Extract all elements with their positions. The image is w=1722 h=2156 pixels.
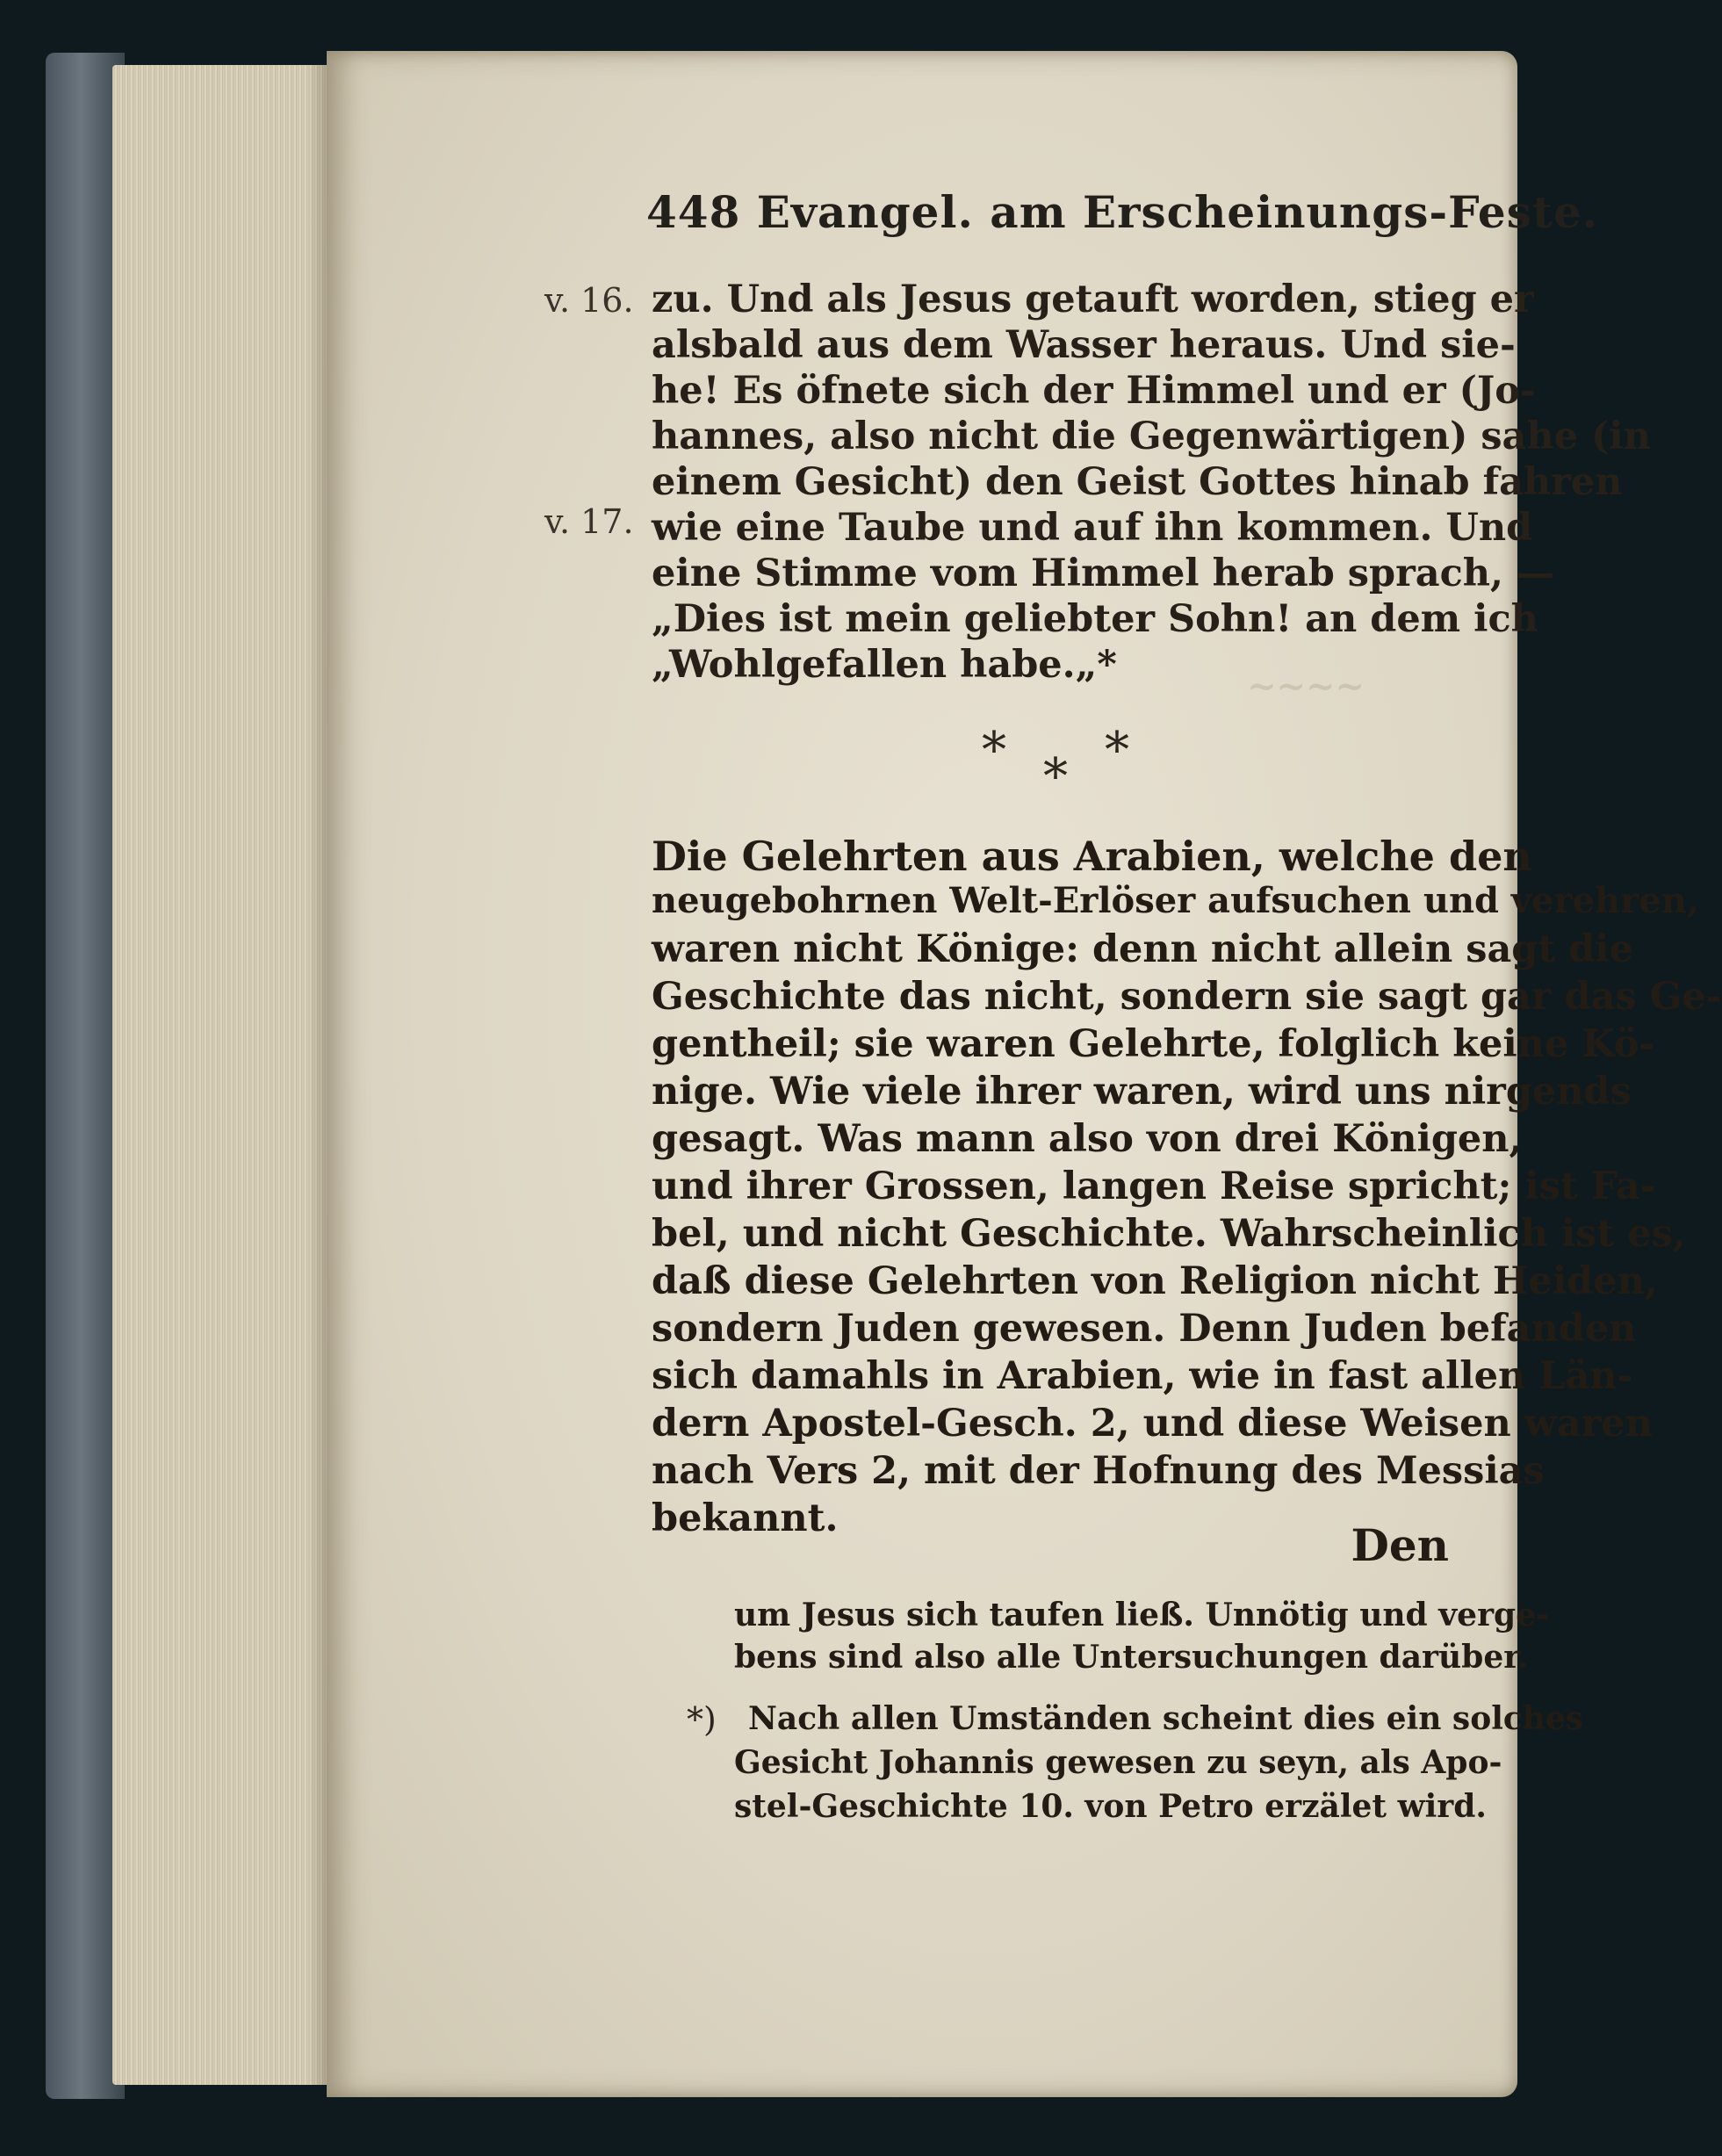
- asterisk-glyph: *: [1043, 748, 1068, 805]
- commentary-line: waren nicht Könige: denn nicht allein sagt die: [652, 927, 1633, 971]
- commentary-line: gentheil; sie waren Gelehrte, folglich keine Kö-: [652, 1022, 1655, 1066]
- commentary-line: bel, und nicht Geschichte. Wahrscheinlich ist es,: [652, 1212, 1686, 1256]
- footnote-marker: *): [687, 1700, 717, 1739]
- verse-marker-16: v. 16.: [544, 281, 634, 320]
- gospel-line: eine Stimme vom Himmel herab sprach, —: [652, 552, 1554, 595]
- gospel-line: einem Gesicht) den Geist Gottes hinab fahren: [652, 460, 1623, 504]
- commentary-line: bekannt.: [652, 1496, 839, 1540]
- gospel-line: zu. Und als Jesus getauft worden, stieg er: [652, 278, 1534, 321]
- commentary-line: und ihrer Grossen, langen Reise spricht; ist Fa-: [652, 1165, 1656, 1208]
- gospel-line: „Dies ist mein geliebter Sohn! an dem ich: [652, 597, 1538, 641]
- commentary-line: sondern Juden gewesen. Denn Juden befanden: [652, 1307, 1637, 1351]
- running-title: Evangel. am Erscheinungs-Feste.: [756, 186, 1599, 238]
- gospel-line: „Wohlgefallen habe.„*: [652, 643, 1117, 687]
- footnote-continued-line: um Jesus sich taufen ließ. Unnötig und verge-: [734, 1597, 1550, 1633]
- commentary-line: Geschichte das nicht, sondern sie sagt gar das Ge-: [652, 975, 1722, 1019]
- commentary-line: neugebohrnen Welt-Erlöser aufsuchen und verehren,: [652, 880, 1699, 921]
- asterisk-glyph: *: [1105, 722, 1129, 779]
- gospel-line: wie eine Taube und auf ihn kommen. Und: [652, 506, 1533, 550]
- asterisk-glyph: *: [982, 722, 1006, 779]
- page-edges: [112, 65, 334, 2085]
- commentary-line: dern Apostel-Gesch. 2, und diese Weisen waren: [652, 1402, 1653, 1446]
- commentary-line: nige. Wie viele ihrer waren, wird uns nirgends: [652, 1070, 1632, 1114]
- page-number: 448: [646, 186, 741, 238]
- commentary-line: gesagt. Was mann also von drei Königen,: [652, 1117, 1523, 1161]
- verse-marker-17: v. 17.: [544, 502, 634, 541]
- gospel-line: hannes, also nicht die Gegenwärtigen) sahe (in: [652, 415, 1651, 458]
- footnote-line: stel-Geschichte 10. von Petro erzälet wird.: [734, 1788, 1487, 1825]
- commentary-line: nach Vers 2, mit der Hofnung des Messias: [652, 1449, 1545, 1493]
- commentary-line: Die Gelehrten aus Arabien, welche den: [652, 833, 1532, 880]
- gospel-line: he! Es öfnete sich der Himmel und er (Jo-: [652, 369, 1536, 413]
- gospel-line: alsbald aus dem Wasser heraus. Und sie-: [652, 323, 1516, 367]
- commentary-line: daß diese Gelehrten von Religion nicht Heiden,: [652, 1259, 1658, 1303]
- commentary-line: sich damahls in Arabien, wie in fast allen Län-: [652, 1354, 1633, 1398]
- show-through-text: ~~~~: [1247, 666, 1365, 707]
- catchword: Den: [1351, 1519, 1449, 1571]
- running-header: [646, 186, 1598, 238]
- footnote-continued-line: bens sind also alle Untersuchungen darüber.: [734, 1639, 1529, 1676]
- footnote-line: Gesicht Johannis gewesen zu seyn, als Apo-: [734, 1744, 1502, 1781]
- footnote-line: Nach allen Umständen scheint dies ein solches: [748, 1700, 1584, 1737]
